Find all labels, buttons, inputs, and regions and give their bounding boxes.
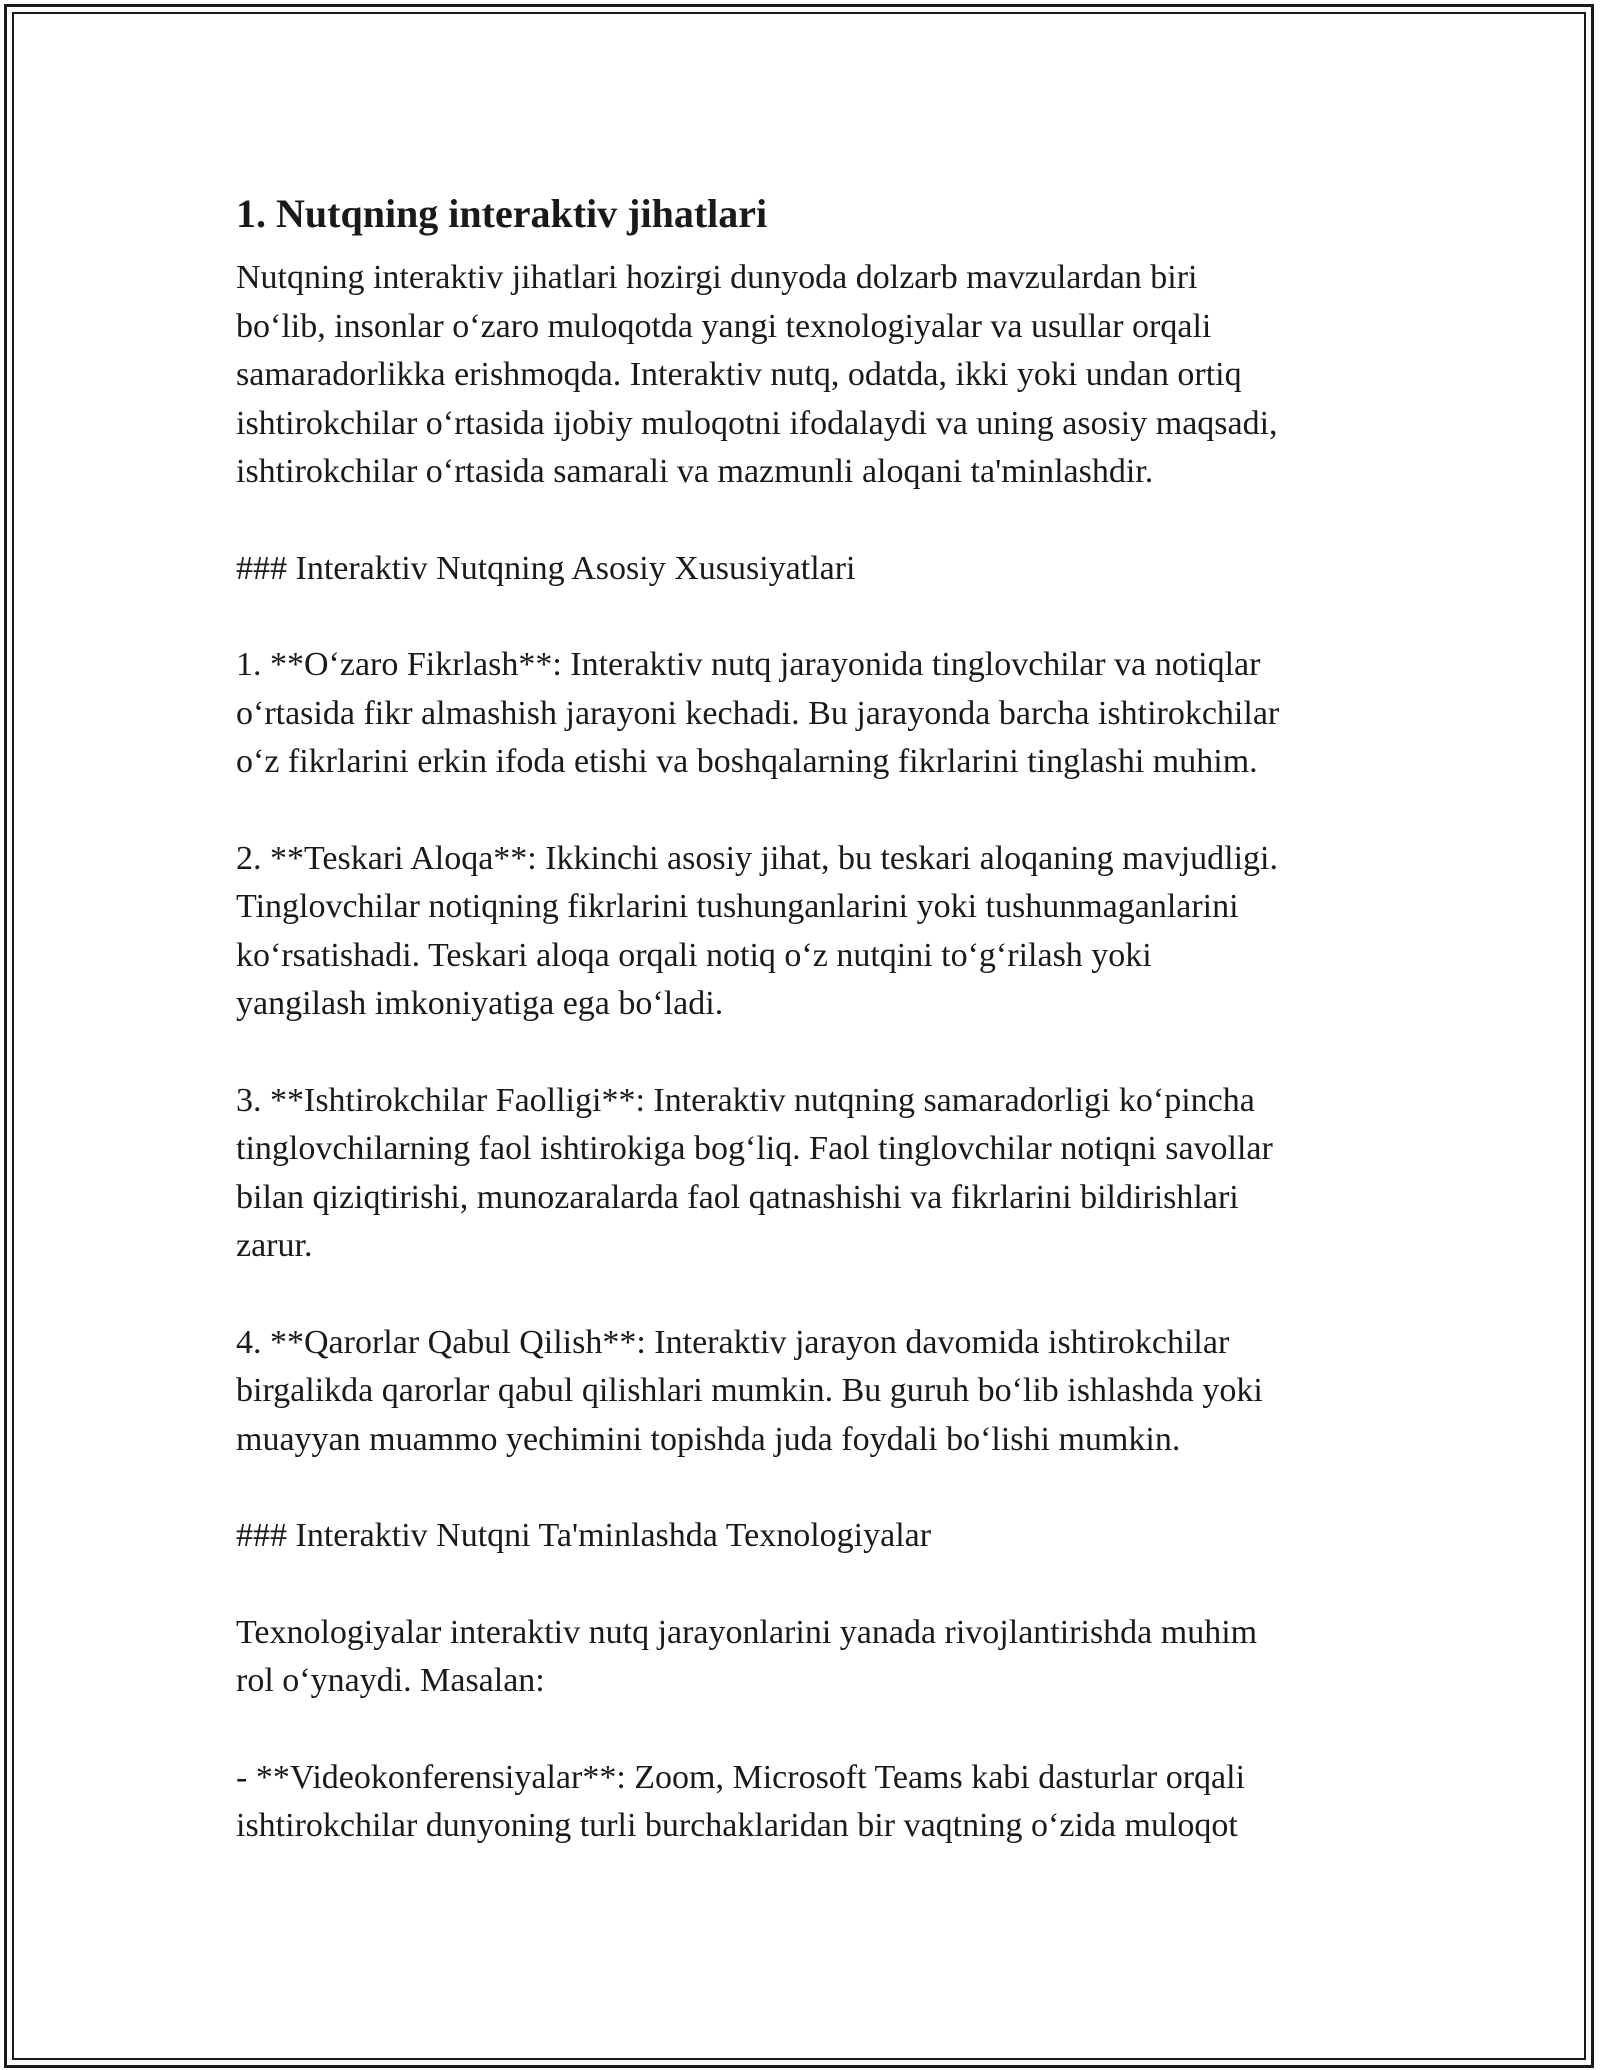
document-title: 1. Nutqning interaktiv jihatlari [236,191,768,236]
document-page [236,186,1376,1851]
bullet-item-videoconferences: - **Videokonferensiyalar**: Zoom, Microsoft Teams kabi dasturlar orqali ishtirokchilar dunyoning turli burchaklaridan bir vaqtning o‘zida muloqot [236,1758,1246,1844]
list-item-decision-making: 4. **Qarorlar Qabul Qilish**: Interaktiv jarayon davomida ishtirokchilar birgalikda qarorlar qabul qilishlari mumkin. Bu guruh bo‘lib ishlashda yoki muayyan muammo yechimini topishda juda foydali bo‘lishi mumkin. [236,1323,1263,1458]
list-item-participant-activity: 3. **Ishtirokchilar Faolligi**: Interaktiv nutqning samaradorligi ko‘pincha tinglovchilarning faol ishtirokiga bog‘liq. Faol tinglovchilar notiqni savollar bilan qiziqtirishi, munozaralarda faol qatnashishi va fikrlarini bildirishlari zarur. [236,1081,1273,1264]
technologies-paragraph: Texnologiyalar interaktiv nutq jarayonlarini yanada rivojlantirishda muhim rol o‘ynaydi. Masalan: [236,1613,1258,1699]
section-heading-features: ### Interaktiv Nutqning Asosiy Xususiyatlari [236,549,856,587]
section-heading-technologies: ### Interaktiv Nutqni Ta'minlashda Texnologiyalar [236,1517,932,1554]
intro-paragraph: Nutqning interaktiv jihatlari hozirgi dunyoda dolzarb mavzulardan biri bo‘lib, insonlar o‘zaro muloqotda yangi texnologiyalar va usullar orqali samaradorlikka erishmoqda. Interaktiv nutq, odatda, ikki yoki undan ortiq ishtirokchilar o‘rtasida ijobiy muloqotni ifodalaydi va uning asosiy maqsadi, ishtirokchilar o‘rtasida samarali va mazmunli aloqani ta'minlashdir. [236,259,1278,490]
list-item-mutual-thinking: 1. **O‘zaro Fikrlash**: Interaktiv nutq jarayonida tinglovchilar va notiqlar o‘rtasida fikr almashish jarayoni kechadi. Bu jarayonda barcha ishtirokchilar o‘z fikrlarini erkin ifoda etishi va boshqalarning fikrlarini tinglashi muhim. [236,646,1280,780]
list-item-feedback: 2. **Teskari Aloqa**: Ikkinchi asosiy jihat, bu teskari aloqaning mavjudligi. Tinglovchilar notiqning fikrlarini tushunganlarini yoki tushunmaganlarini ko‘rsatishadi. Teskari aloqa orqali notiq o‘z nutqini to‘g‘rilash yoki yangilash imkoniyatiga ega bo‘ladi. [236,839,1278,1022]
